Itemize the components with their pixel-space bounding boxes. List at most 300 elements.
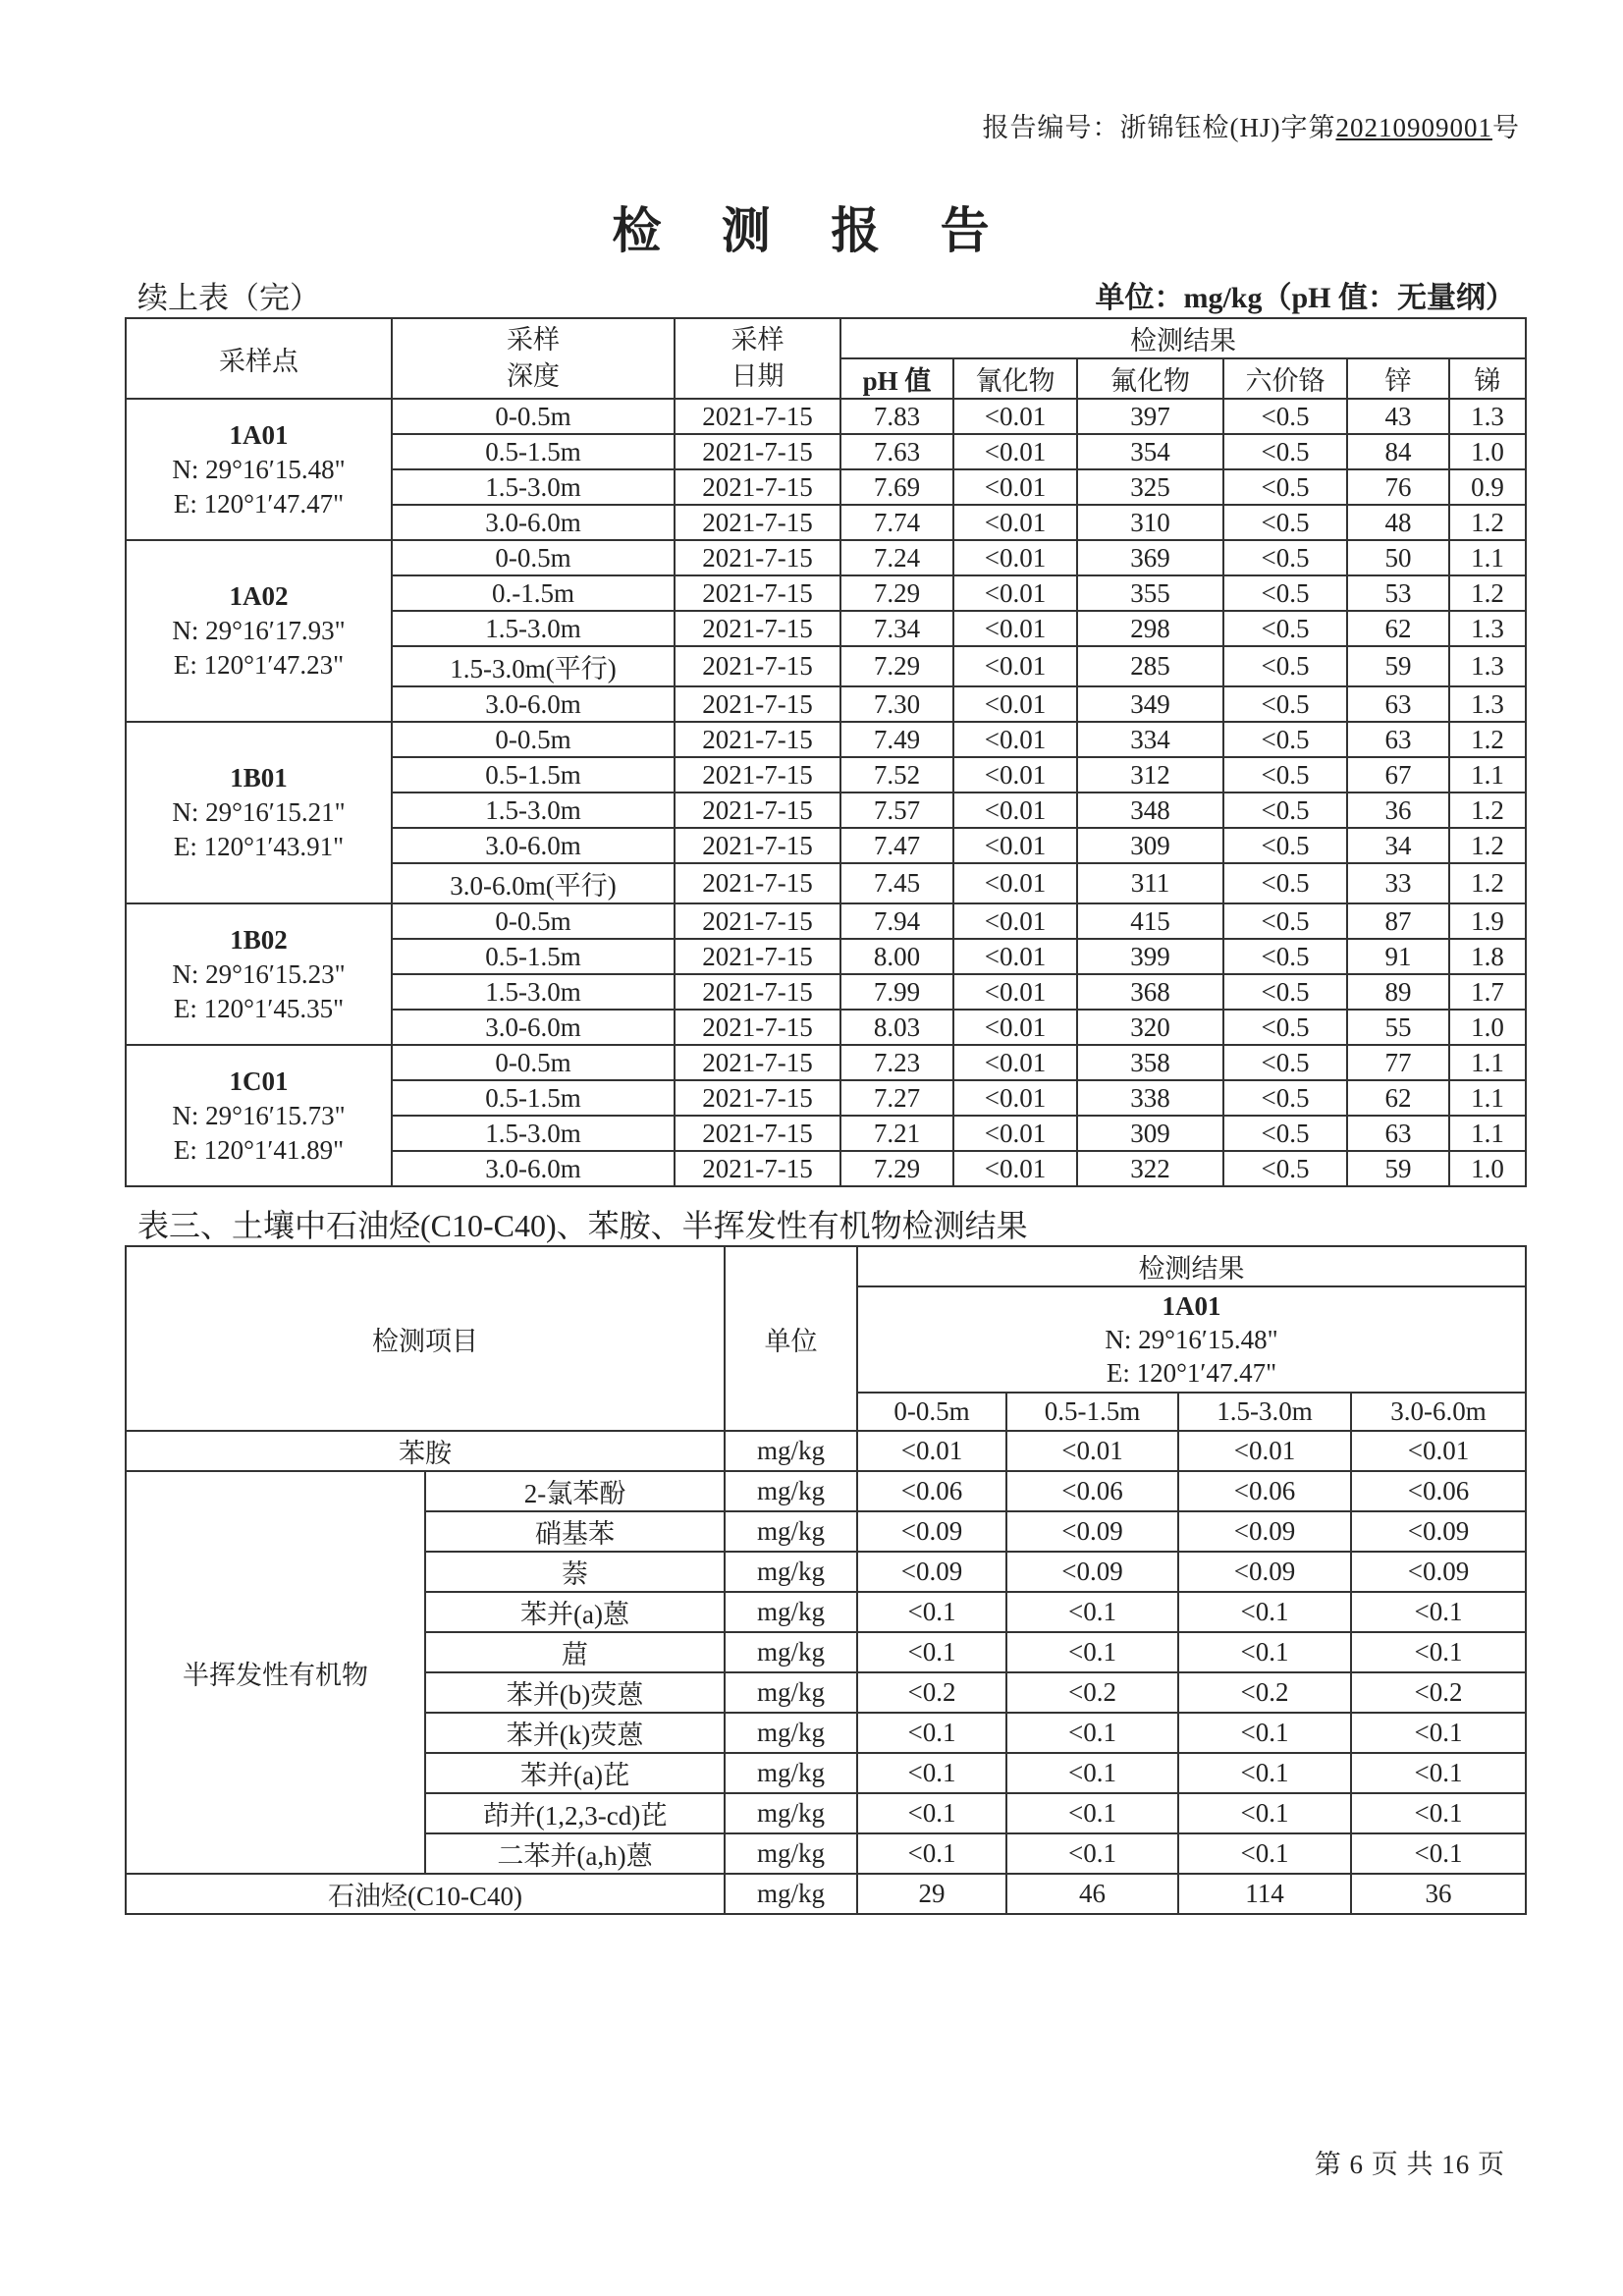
fluoride-cell: 320 bbox=[1077, 1010, 1223, 1045]
header-sampling-date: 采样 日期 bbox=[675, 318, 840, 399]
sampling-point-north: N: 29°16′15.48" bbox=[172, 454, 346, 484]
fluoride-cell: 354 bbox=[1077, 434, 1223, 469]
chromium-vi-cell: <0.5 bbox=[1223, 793, 1347, 828]
value-cell: <0.2 bbox=[1006, 1672, 1178, 1713]
svoc-group-cell: 半挥发性有机物 bbox=[126, 1471, 425, 1874]
value-cell: 114 bbox=[1178, 1874, 1351, 1914]
value-cell: <0.09 bbox=[857, 1511, 1006, 1552]
value-cell: <0.1 bbox=[1006, 1753, 1178, 1793]
depth-cell: 3.0-6.0m bbox=[392, 1010, 675, 1045]
antimony-cell: 1.3 bbox=[1449, 646, 1526, 686]
report-number bbox=[983, 106, 1521, 144]
header-point-east: E: 120°1′47.47" bbox=[1106, 1358, 1277, 1388]
ph-cell: 7.29 bbox=[840, 575, 953, 611]
item-name-cell: 苯并(a)芘 bbox=[425, 1753, 725, 1793]
ph-cell: 7.21 bbox=[840, 1116, 953, 1151]
value-cell: <0.09 bbox=[1351, 1552, 1526, 1592]
header-depth: 3.0-6.0m bbox=[1351, 1393, 1526, 1431]
depth-cell: 0.5-1.5m bbox=[392, 434, 675, 469]
value-cell: <0.1 bbox=[1351, 1753, 1526, 1793]
antimony-cell: 1.2 bbox=[1449, 828, 1526, 863]
fluoride-cell: 369 bbox=[1077, 540, 1223, 575]
depth-cell: 1.5-3.0m bbox=[392, 793, 675, 828]
zinc-cell: 67 bbox=[1347, 757, 1449, 793]
antimony-cell: 1.2 bbox=[1449, 722, 1526, 757]
zinc-cell: 91 bbox=[1347, 939, 1449, 974]
cyanide-cell: <0.01 bbox=[953, 505, 1077, 540]
antimony-cell: 1.0 bbox=[1449, 1010, 1526, 1045]
value-cell: <0.1 bbox=[857, 1713, 1006, 1753]
ph-cell: 7.47 bbox=[840, 828, 953, 863]
depth-cell: 3.0-6.0m bbox=[392, 828, 675, 863]
value-cell: <0.09 bbox=[1178, 1552, 1351, 1592]
date-cell: 2021-7-15 bbox=[675, 757, 840, 793]
sampling-point-north: N: 29°16′15.23" bbox=[172, 958, 346, 989]
depth-cell: 1.5-3.0m bbox=[392, 469, 675, 505]
zinc-cell: 53 bbox=[1347, 575, 1449, 611]
chromium-vi-cell: <0.5 bbox=[1223, 469, 1347, 505]
cyanide-cell: <0.01 bbox=[953, 399, 1077, 434]
value-cell: 36 bbox=[1351, 1874, 1526, 1914]
cyanide-cell: <0.01 bbox=[953, 722, 1077, 757]
chromium-vi-cell: <0.5 bbox=[1223, 540, 1347, 575]
value-cell: <0.1 bbox=[1351, 1833, 1526, 1874]
depth-cell: 3.0-6.0m bbox=[392, 1151, 675, 1186]
sampling-point-cell bbox=[126, 722, 392, 903]
ph-cell: 8.03 bbox=[840, 1010, 953, 1045]
sampling-point-code: 1B02 bbox=[230, 924, 288, 955]
depth-cell: 1.5-3.0m bbox=[392, 974, 675, 1010]
antimony-cell: 1.2 bbox=[1449, 863, 1526, 903]
antimony-cell: 1.1 bbox=[1449, 540, 1526, 575]
table-row bbox=[126, 540, 1526, 575]
item-name-cell: 苯胺 bbox=[126, 1431, 725, 1471]
fluoride-cell: 298 bbox=[1077, 611, 1223, 646]
cyanide-cell: <0.01 bbox=[953, 757, 1077, 793]
date-cell: 2021-7-15 bbox=[675, 686, 840, 722]
ph-cell: 7.24 bbox=[840, 540, 953, 575]
unit-cell: mg/kg bbox=[725, 1753, 857, 1793]
depth-cell: 1.5-3.0m(平行) bbox=[392, 646, 675, 686]
sampling-point-north: N: 29°16′17.93" bbox=[172, 616, 346, 645]
value-cell: <0.1 bbox=[1006, 1632, 1178, 1672]
cyanide-cell: <0.01 bbox=[953, 540, 1077, 575]
zinc-cell: 62 bbox=[1347, 611, 1449, 646]
value-cell: <0.06 bbox=[857, 1471, 1006, 1511]
antimony-cell: 1.7 bbox=[1449, 974, 1526, 1010]
zinc-cell: 48 bbox=[1347, 505, 1449, 540]
antimony-cell: 1.0 bbox=[1449, 1151, 1526, 1186]
ph-cell: 7.74 bbox=[840, 505, 953, 540]
value-cell: <0.1 bbox=[1006, 1793, 1178, 1833]
unit-cell: mg/kg bbox=[725, 1632, 857, 1672]
value-cell: <0.1 bbox=[857, 1833, 1006, 1874]
fluoride-cell: 312 bbox=[1077, 757, 1223, 793]
value-cell: <0.2 bbox=[1351, 1672, 1526, 1713]
item-name-cell: 䓛 bbox=[425, 1632, 725, 1672]
value-cell: <0.2 bbox=[1178, 1672, 1351, 1713]
value-cell: <0.1 bbox=[1351, 1632, 1526, 1672]
table-row bbox=[126, 1431, 1526, 1471]
sampling-point-code: 1A01 bbox=[229, 419, 289, 450]
table3-title: 表三、土壤中石油烃(C10-C40)、苯胺、半挥发性有机物检测结果 bbox=[137, 1208, 1028, 1243]
fluoride-cell: 309 bbox=[1077, 828, 1223, 863]
value-cell: <0.1 bbox=[1178, 1713, 1351, 1753]
chromium-vi-cell: <0.5 bbox=[1223, 757, 1347, 793]
value-cell: <0.1 bbox=[857, 1592, 1006, 1632]
zinc-cell: 34 bbox=[1347, 828, 1449, 863]
cyanide-cell: <0.01 bbox=[953, 686, 1077, 722]
cyanide-cell: <0.01 bbox=[953, 1080, 1077, 1116]
header-results: 检测结果 bbox=[857, 1246, 1526, 1286]
table-row bbox=[126, 722, 1526, 757]
item-name-cell: 苯并(k)荧蒽 bbox=[425, 1713, 725, 1753]
item-name-cell: 苯并(a)蒽 bbox=[425, 1592, 725, 1632]
value-cell: <0.06 bbox=[1006, 1471, 1178, 1511]
zinc-cell: 76 bbox=[1347, 469, 1449, 505]
cyanide-cell: <0.01 bbox=[953, 863, 1077, 903]
fluoride-cell: 348 bbox=[1077, 793, 1223, 828]
chromium-vi-cell: <0.5 bbox=[1223, 686, 1347, 722]
chromium-vi-cell: <0.5 bbox=[1223, 505, 1347, 540]
fluoride-cell: 285 bbox=[1077, 646, 1223, 686]
ph-cell: 7.63 bbox=[840, 434, 953, 469]
date-cell: 2021-7-15 bbox=[675, 469, 840, 505]
ph-cell: 7.45 bbox=[840, 863, 953, 903]
cyanide-cell: <0.01 bbox=[953, 828, 1077, 863]
table-row bbox=[126, 399, 1526, 434]
report-number-value: 20210909001 bbox=[1335, 113, 1492, 142]
zinc-cell: 55 bbox=[1347, 1010, 1449, 1045]
zinc-cell: 84 bbox=[1347, 434, 1449, 469]
header-depth: 1.5-3.0m bbox=[1178, 1393, 1351, 1431]
item-name-cell: 二苯并(a,h)蒽 bbox=[425, 1833, 725, 1874]
ph-cell: 7.29 bbox=[840, 1151, 953, 1186]
fluoride-cell: 399 bbox=[1077, 939, 1223, 974]
cyanide-cell: <0.01 bbox=[953, 974, 1077, 1010]
zinc-cell: 77 bbox=[1347, 1045, 1449, 1080]
depth-cell: 0.-1.5m bbox=[392, 575, 675, 611]
cyanide-cell: <0.01 bbox=[953, 903, 1077, 939]
sampling-point-north: N: 29°16′15.73" bbox=[172, 1100, 346, 1130]
value-cell: <0.01 bbox=[1178, 1431, 1351, 1471]
zinc-cell: 63 bbox=[1347, 1116, 1449, 1151]
fluoride-cell: 311 bbox=[1077, 863, 1223, 903]
value-cell: <0.1 bbox=[1178, 1632, 1351, 1672]
unit-cell: mg/kg bbox=[725, 1793, 857, 1833]
zinc-cell: 59 bbox=[1347, 646, 1449, 686]
ph-cell: 7.83 bbox=[840, 399, 953, 434]
date-cell: 2021-7-15 bbox=[675, 399, 840, 434]
chromium-vi-cell: <0.5 bbox=[1223, 1045, 1347, 1080]
header-fluoride: 氟化物 bbox=[1077, 358, 1223, 399]
fluoride-cell: 322 bbox=[1077, 1151, 1223, 1186]
sampling-point-east: E: 120°1′43.91" bbox=[173, 832, 345, 861]
cyanide-cell: <0.01 bbox=[953, 1116, 1077, 1151]
zinc-cell: 36 bbox=[1347, 793, 1449, 828]
item-name-cell: 茚并(1,2,3-cd)芘 bbox=[425, 1793, 725, 1833]
fluoride-cell: 334 bbox=[1077, 722, 1223, 757]
sampling-point-cell bbox=[126, 1045, 392, 1186]
header-sampling-depth: 采样 深度 bbox=[392, 318, 675, 399]
date-cell: 2021-7-15 bbox=[675, 1080, 840, 1116]
fluoride-cell: 415 bbox=[1077, 903, 1223, 939]
depth-cell: 3.0-6.0m(平行) bbox=[392, 863, 675, 903]
depth-cell: 0-0.5m bbox=[392, 1045, 675, 1080]
depth-cell: 0-0.5m bbox=[392, 399, 675, 434]
value-cell: <0.1 bbox=[1351, 1793, 1526, 1833]
date-cell: 2021-7-15 bbox=[675, 1151, 840, 1186]
header-zinc: 锌 bbox=[1347, 358, 1449, 399]
header-cyanide: 氰化物 bbox=[953, 358, 1077, 399]
antimony-cell: 1.9 bbox=[1449, 903, 1526, 939]
ph-cell: 7.57 bbox=[840, 793, 953, 828]
date-cell: 2021-7-15 bbox=[675, 611, 840, 646]
header-depth: 0-0.5m bbox=[857, 1393, 1006, 1431]
value-cell: <0.09 bbox=[857, 1552, 1006, 1592]
cyanide-cell: <0.01 bbox=[953, 1151, 1077, 1186]
table-row bbox=[126, 1045, 1526, 1080]
value-cell: <0.1 bbox=[857, 1793, 1006, 1833]
cyanide-cell: <0.01 bbox=[953, 646, 1077, 686]
header-point-north: N: 29°16′15.48" bbox=[1105, 1325, 1278, 1354]
sampling-point-cell bbox=[126, 540, 392, 722]
fluoride-cell: 325 bbox=[1077, 469, 1223, 505]
antimony-cell: 1.1 bbox=[1449, 1080, 1526, 1116]
zinc-cell: 63 bbox=[1347, 686, 1449, 722]
chromium-vi-cell: <0.5 bbox=[1223, 399, 1347, 434]
sampling-point-code: 1C01 bbox=[229, 1066, 289, 1096]
value-cell: <0.1 bbox=[1178, 1793, 1351, 1833]
header-chromium-vi: 六价铬 bbox=[1223, 358, 1347, 399]
continued-label: 续上表（完） bbox=[137, 281, 320, 315]
date-cell: 2021-7-15 bbox=[675, 1045, 840, 1080]
header-point-info bbox=[857, 1286, 1526, 1393]
date-cell: 2021-7-15 bbox=[675, 828, 840, 863]
item-name-cell: 2-氯苯酚 bbox=[425, 1471, 725, 1511]
chromium-vi-cell: <0.5 bbox=[1223, 1116, 1347, 1151]
unit-cell: mg/kg bbox=[725, 1511, 857, 1552]
ph-cell: 7.23 bbox=[840, 1045, 953, 1080]
date-cell: 2021-7-15 bbox=[675, 575, 840, 611]
item-name-cell: 石油烃(C10-C40) bbox=[126, 1874, 725, 1914]
header-point-code: 1A01 bbox=[1162, 1291, 1221, 1321]
value-cell: <0.01 bbox=[1351, 1431, 1526, 1471]
date-cell: 2021-7-15 bbox=[675, 1116, 840, 1151]
ph-cell: 7.69 bbox=[840, 469, 953, 505]
report-number-prefix: 报告编号：浙锦钰检(HJ)字第 bbox=[982, 113, 1336, 142]
chromium-vi-cell: <0.5 bbox=[1223, 863, 1347, 903]
cyanide-cell: <0.01 bbox=[953, 793, 1077, 828]
value-cell: <0.09 bbox=[1178, 1511, 1351, 1552]
date-cell: 2021-7-15 bbox=[675, 1010, 840, 1045]
sampling-point-east: E: 120°1′45.35" bbox=[173, 993, 345, 1023]
chromium-vi-cell: <0.5 bbox=[1223, 903, 1347, 939]
antimony-cell: 1.3 bbox=[1449, 686, 1526, 722]
value-cell: 46 bbox=[1006, 1874, 1178, 1914]
ph-cell: 7.30 bbox=[840, 686, 953, 722]
value-cell: <0.1 bbox=[1178, 1753, 1351, 1793]
value-cell: <0.1 bbox=[1178, 1833, 1351, 1874]
item-name-cell: 苯并(b)荧蒽 bbox=[425, 1672, 725, 1713]
fluoride-cell: 355 bbox=[1077, 575, 1223, 611]
value-cell: <0.1 bbox=[857, 1632, 1006, 1672]
ph-cell: 7.99 bbox=[840, 974, 953, 1010]
chromium-vi-cell: <0.5 bbox=[1223, 646, 1347, 686]
ph-cell: 7.52 bbox=[840, 757, 953, 793]
table-row bbox=[126, 1471, 1526, 1511]
ph-cell: 7.49 bbox=[840, 722, 953, 757]
depth-cell: 0-0.5m bbox=[392, 722, 675, 757]
value-cell: <0.09 bbox=[1351, 1511, 1526, 1552]
date-cell: 2021-7-15 bbox=[675, 903, 840, 939]
antimony-cell: 1.2 bbox=[1449, 575, 1526, 611]
chromium-vi-cell: <0.5 bbox=[1223, 939, 1347, 974]
header-ph: pH 值 bbox=[840, 358, 953, 399]
antimony-cell: 1.1 bbox=[1449, 1116, 1526, 1151]
sampling-point-east: E: 120°1′47.47" bbox=[173, 488, 345, 519]
value-cell: <0.09 bbox=[1006, 1511, 1178, 1552]
chromium-vi-cell: <0.5 bbox=[1223, 611, 1347, 646]
cyanide-cell: <0.01 bbox=[953, 434, 1077, 469]
sampling-point-cell bbox=[126, 399, 392, 540]
header-test-item: 检测项目 bbox=[126, 1246, 725, 1431]
depth-cell: 0.5-1.5m bbox=[392, 1080, 675, 1116]
fluoride-cell: 310 bbox=[1077, 505, 1223, 540]
sampling-point-north: N: 29°16′15.21" bbox=[172, 797, 346, 827]
fluoride-cell: 358 bbox=[1077, 1045, 1223, 1080]
zinc-cell: 62 bbox=[1347, 1080, 1449, 1116]
sampling-point-code: 1B01 bbox=[230, 763, 288, 793]
date-cell: 2021-7-15 bbox=[675, 505, 840, 540]
date-cell: 2021-7-15 bbox=[675, 722, 840, 757]
zinc-cell: 50 bbox=[1347, 540, 1449, 575]
header-results: 检测结果 bbox=[840, 318, 1526, 358]
antimony-cell: 1.2 bbox=[1449, 505, 1526, 540]
chromium-vi-cell: <0.5 bbox=[1223, 434, 1347, 469]
value-cell: <0.1 bbox=[1178, 1592, 1351, 1632]
date-cell: 2021-7-15 bbox=[675, 434, 840, 469]
cyanide-cell: <0.01 bbox=[953, 575, 1077, 611]
chromium-vi-cell: <0.5 bbox=[1223, 828, 1347, 863]
antimony-cell: 1.0 bbox=[1449, 434, 1526, 469]
zinc-cell: 63 bbox=[1347, 722, 1449, 757]
antimony-cell: 0.9 bbox=[1449, 469, 1526, 505]
chromium-vi-cell: <0.5 bbox=[1223, 575, 1347, 611]
value-cell: <0.06 bbox=[1178, 1471, 1351, 1511]
value-cell: <0.1 bbox=[1006, 1713, 1178, 1753]
depth-cell: 0-0.5m bbox=[392, 903, 675, 939]
zinc-cell: 59 bbox=[1347, 1151, 1449, 1186]
value-cell: <0.06 bbox=[1351, 1471, 1526, 1511]
value-cell: <0.1 bbox=[1351, 1592, 1526, 1632]
depth-cell: 1.5-3.0m bbox=[392, 611, 675, 646]
organics-results-body bbox=[126, 1431, 1526, 1914]
chromium-vi-cell: <0.5 bbox=[1223, 974, 1347, 1010]
ph-cell: 8.00 bbox=[840, 939, 953, 974]
sampling-point-code: 1A02 bbox=[229, 581, 289, 611]
value-cell: <0.2 bbox=[857, 1672, 1006, 1713]
cyanide-cell: <0.01 bbox=[953, 611, 1077, 646]
organics-results-table bbox=[125, 1245, 1527, 1915]
metals-results-table bbox=[125, 317, 1527, 1187]
depth-cell: 3.0-6.0m bbox=[392, 505, 675, 540]
fluoride-cell: 397 bbox=[1077, 399, 1223, 434]
date-cell: 2021-7-15 bbox=[675, 974, 840, 1010]
fluoride-cell: 309 bbox=[1077, 1116, 1223, 1151]
depth-cell: 0.5-1.5m bbox=[392, 757, 675, 793]
unit-cell: mg/kg bbox=[725, 1672, 857, 1713]
value-cell: 29 bbox=[857, 1874, 1006, 1914]
date-cell: 2021-7-15 bbox=[675, 793, 840, 828]
zinc-cell: 33 bbox=[1347, 863, 1449, 903]
ph-cell: 7.27 bbox=[840, 1080, 953, 1116]
metals-results-body bbox=[126, 399, 1526, 1186]
antimony-cell: 1.1 bbox=[1449, 1045, 1526, 1080]
chromium-vi-cell: <0.5 bbox=[1223, 1080, 1347, 1116]
zinc-cell: 89 bbox=[1347, 974, 1449, 1010]
cyanide-cell: <0.01 bbox=[953, 1010, 1077, 1045]
depth-cell: 0-0.5m bbox=[392, 540, 675, 575]
table-row bbox=[126, 1874, 1526, 1914]
chromium-vi-cell: <0.5 bbox=[1223, 722, 1347, 757]
unit-cell: mg/kg bbox=[725, 1431, 857, 1471]
unit-note: 单位：mg/kg（pH 值：无量纲） bbox=[1095, 282, 1515, 314]
value-cell: <0.1 bbox=[1006, 1592, 1178, 1632]
date-cell: 2021-7-15 bbox=[675, 540, 840, 575]
value-cell: <0.01 bbox=[857, 1431, 1006, 1471]
header-depth: 0.5-1.5m bbox=[1006, 1393, 1178, 1431]
depth-cell: 1.5-3.0m bbox=[392, 1116, 675, 1151]
chromium-vi-cell: <0.5 bbox=[1223, 1010, 1347, 1045]
header-unit: 单位 bbox=[725, 1246, 857, 1431]
item-name-cell: 萘 bbox=[425, 1552, 725, 1592]
unit-cell: mg/kg bbox=[725, 1874, 857, 1914]
zinc-cell: 43 bbox=[1347, 399, 1449, 434]
ph-cell: 7.94 bbox=[840, 903, 953, 939]
unit-cell: mg/kg bbox=[725, 1592, 857, 1632]
value-cell: <0.01 bbox=[1006, 1431, 1178, 1471]
header-antimony: 锑 bbox=[1449, 358, 1526, 399]
ph-cell: 7.29 bbox=[840, 646, 953, 686]
cyanide-cell: <0.01 bbox=[953, 1045, 1077, 1080]
item-name-cell: 硝基苯 bbox=[425, 1511, 725, 1552]
antimony-cell: 1.3 bbox=[1449, 399, 1526, 434]
sampling-point-east: E: 120°1′41.89" bbox=[173, 1134, 345, 1165]
depth-cell: 0.5-1.5m bbox=[392, 939, 675, 974]
unit-cell: mg/kg bbox=[725, 1713, 857, 1753]
date-cell: 2021-7-15 bbox=[675, 939, 840, 974]
antimony-cell: 1.3 bbox=[1449, 611, 1526, 646]
ph-cell: 7.34 bbox=[840, 611, 953, 646]
date-cell: 2021-7-15 bbox=[675, 646, 840, 686]
value-cell: <0.09 bbox=[1006, 1552, 1178, 1592]
unit-cell: mg/kg bbox=[725, 1833, 857, 1874]
cyanide-cell: <0.01 bbox=[953, 469, 1077, 505]
cyanide-cell: <0.01 bbox=[953, 939, 1077, 974]
page-number: 第 6 页 共 16 页 bbox=[1314, 2150, 1505, 2179]
fluoride-cell: 349 bbox=[1077, 686, 1223, 722]
antimony-cell: 1.2 bbox=[1449, 793, 1526, 828]
date-cell: 2021-7-15 bbox=[675, 863, 840, 903]
value-cell: <0.1 bbox=[857, 1753, 1006, 1793]
header-sampling-point: 采样点 bbox=[126, 318, 392, 399]
page-title: 检 测 报 告 bbox=[612, 202, 1011, 259]
depth-cell: 3.0-6.0m bbox=[392, 686, 675, 722]
unit-cell: mg/kg bbox=[725, 1552, 857, 1592]
report-number-suffix: 号 bbox=[1492, 113, 1520, 142]
value-cell: <0.1 bbox=[1351, 1713, 1526, 1753]
